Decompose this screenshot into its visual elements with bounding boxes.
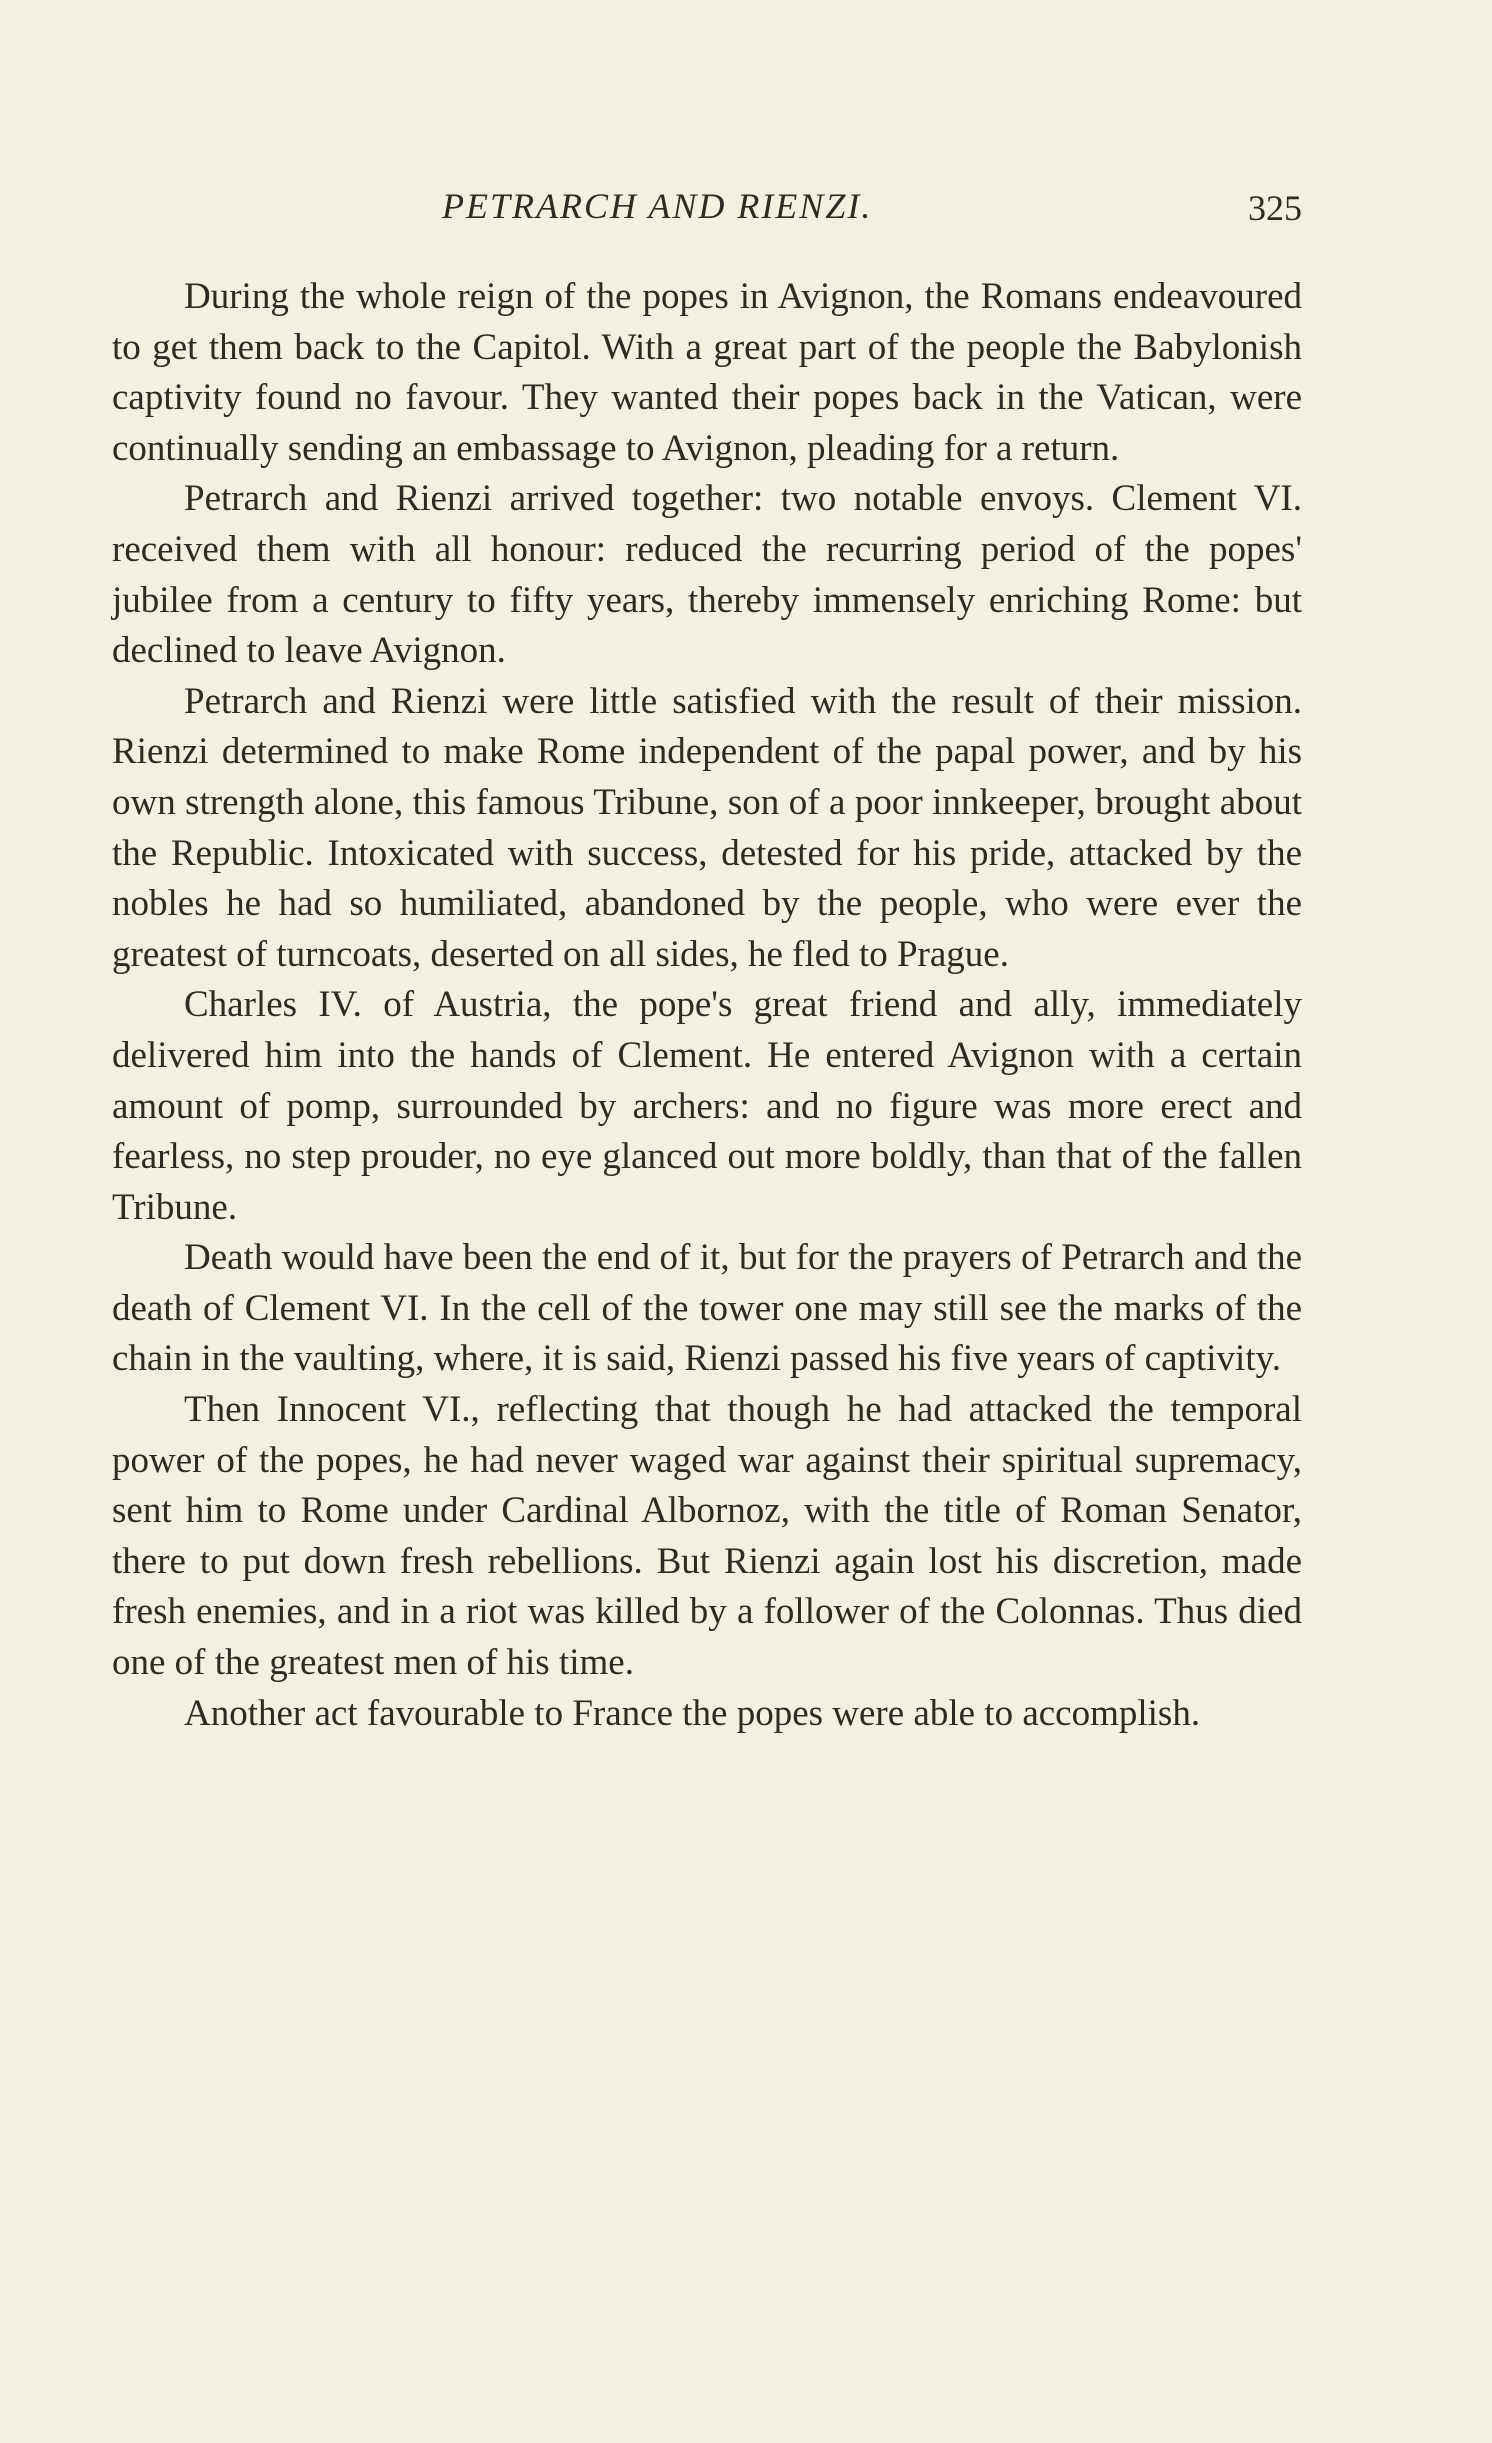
paragraph-4: Charles IV. of Austria, the pope's great friend and ally, immediately delivered him into the hands of Clement. He entered Avignon with a certain amount of pomp, surrounded by archers: and no figure was more erect and fearless, no step prouder, no eye glanced out more boldly, than that of the fallen Tribune.	[112, 984, 1302, 1228]
paragraph-5: Death would have been the end of it, but for the prayers of Petrarch and the death of Clement VI. In the cell of the tower one may still see the marks of the chain in the vaulting, where, it is said, Rienzi passed his five years of captivity.	[112, 1237, 1302, 1380]
paragraph-1: During the whole reign of the popes in Avignon, the Romans endeavoured to get them back to the Capitol. With a great part of the people the Babylonish captivity found no favour. They wanted their popes back in the Vatican, were continually sending an embassage to Avignon, pleading for a return.	[112, 276, 1302, 469]
paragraph-2: Petrarch and Rienzi arrived together: two notable envoys. Clement VI. received them with all honour: reduced the recurring period of the popes' jubilee from a century to fifty years, thereby immensely enriching Rome: but declined to leave Avignon.	[112, 478, 1302, 672]
body-text	[112, 272, 1302, 1739]
paragraph-7: Another act favourable to France the popes were able to accomplish.	[184, 1692, 1201, 1734]
paragraph-6: Then Innocent VI., reflecting that though he had attacked the temporal power of the popes, he had never waged war against their spiritual supremacy, sent him to Rome under Cardinal Albornoz, with the title of Roman Senator, there to put down fresh rebellions. But Rienzi again lost his discretion, made fresh enemies, and in a riot was killed by a follower of the Colonnas. Thus died one of the greatest men of his time.	[112, 1389, 1302, 1684]
paragraph-3: Petrarch and Rienzi were little satisfied with the result of their mission. Rienzi determined to make Rome independent of the papal power, and by his own strength alone, this famous Tribune, son of a poor innkeeper, brought about the Republic. Intoxicated with success, detested for his pride, attacked by the nobles he had so humiliated, abandoned by the people, who were ever the greatest of turncoats, deserted on all sides, he fled to Prague.	[112, 680, 1302, 975]
running-title: PETRARCH AND RIENZI.	[442, 186, 873, 226]
running-head	[112, 185, 1302, 245]
page-number: 325	[1248, 188, 1302, 228]
